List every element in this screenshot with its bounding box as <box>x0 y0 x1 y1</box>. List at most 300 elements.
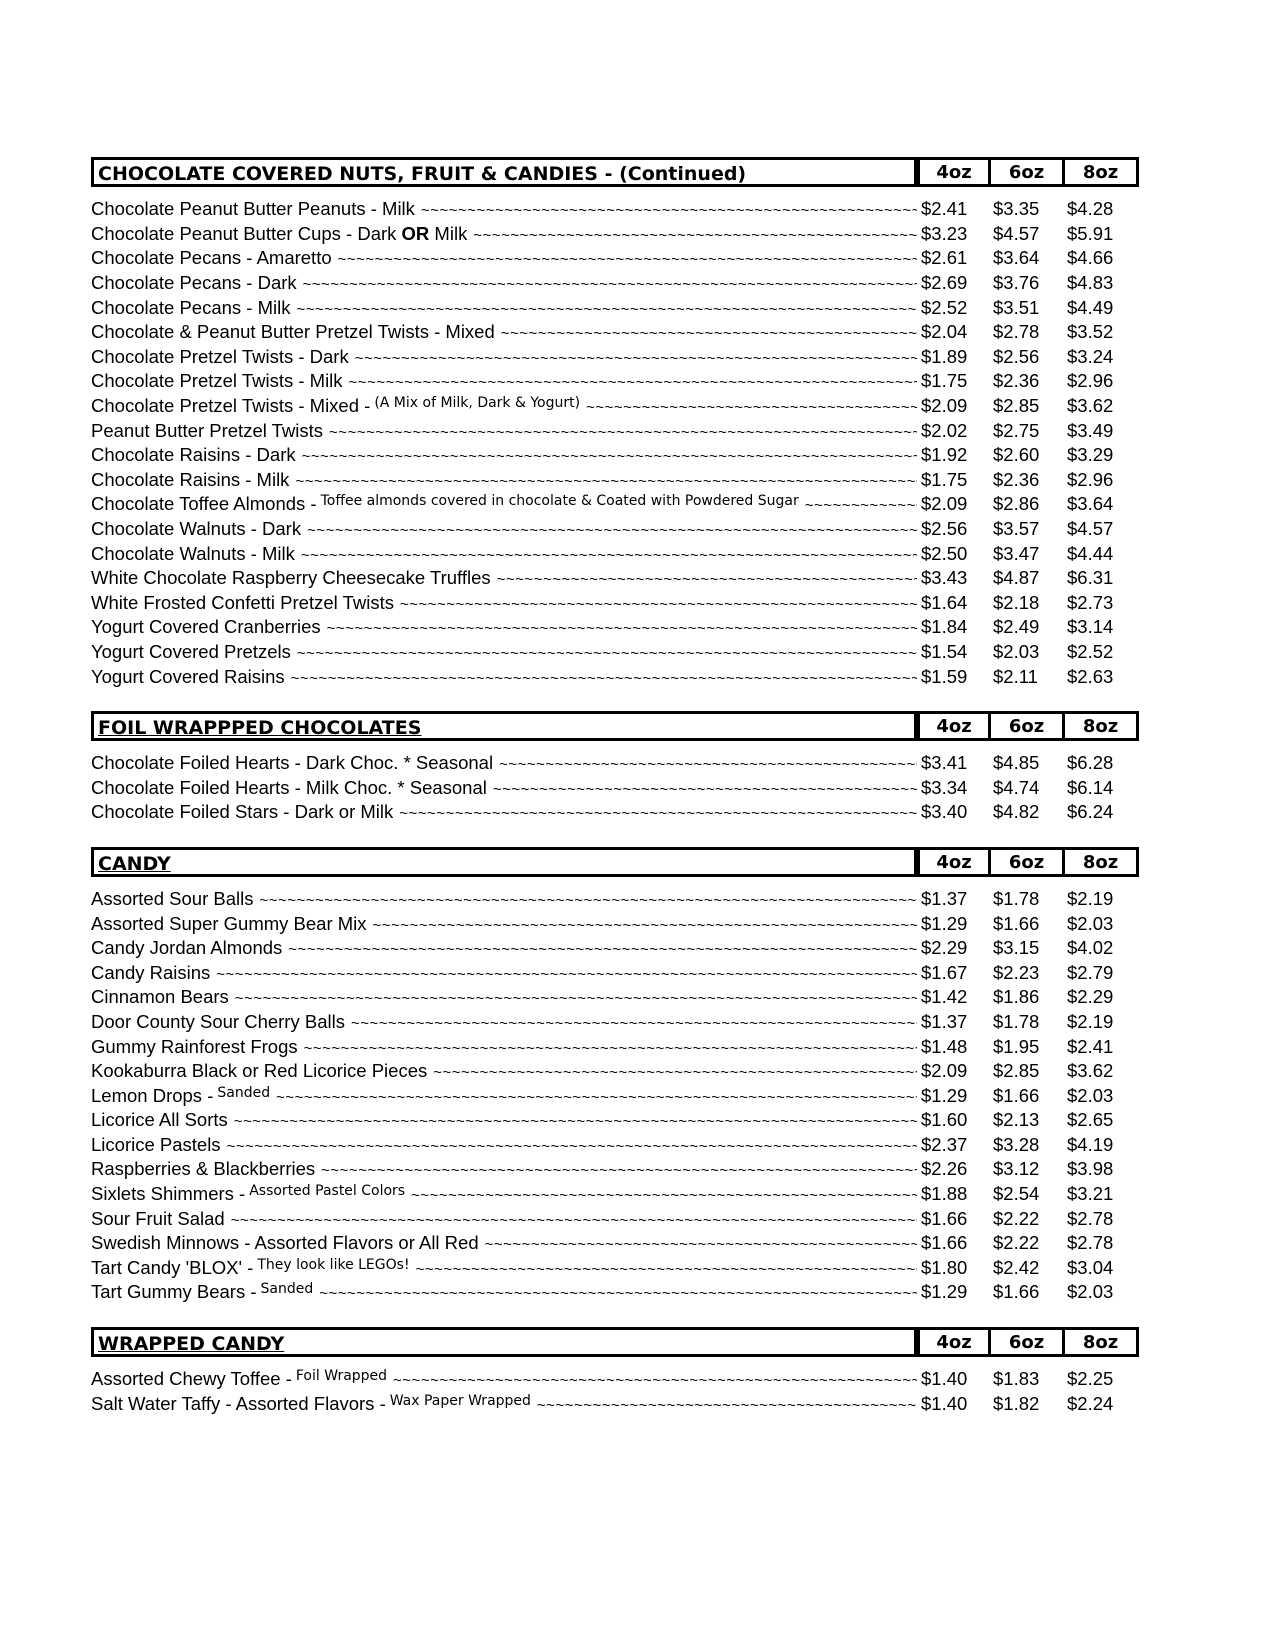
section-header <box>91 157 1191 187</box>
item-name: Chocolate & Peanut Butter Pretzel Twists - Mixed <box>91 321 495 343</box>
price-section <box>91 711 1191 825</box>
price-p4: $1.40 <box>921 1392 968 1414</box>
item-name: White Frosted Confetti Pretzel Twists <box>91 591 394 613</box>
list-item <box>91 1391 1191 1416</box>
item-description <box>91 641 917 663</box>
price-p4: $1.84 <box>921 616 968 638</box>
price-p8: $6.28 <box>1067 752 1114 774</box>
list-item <box>91 492 1191 517</box>
list-item <box>91 615 1191 640</box>
item-name: Chocolate Pecans - Dark <box>91 272 297 294</box>
item-description <box>91 493 917 515</box>
price-p8: $2.19 <box>1067 1010 1114 1032</box>
list-item <box>91 1231 1191 1256</box>
tilde-leader <box>289 469 917 491</box>
list-item <box>91 1367 1191 1392</box>
size-column-header: 8oz <box>1065 1327 1139 1357</box>
item-description <box>91 1011 917 1033</box>
price-p4: $3.40 <box>921 801 968 823</box>
price-p8: $4.83 <box>1067 272 1114 294</box>
price-p6: $3.51 <box>993 296 1040 318</box>
item-description <box>91 1085 917 1107</box>
price-p6: $1.66 <box>993 1084 1040 1106</box>
tilde-leader <box>298 1036 917 1058</box>
tilde-leader <box>323 420 917 442</box>
price-p6: $4.85 <box>993 752 1040 774</box>
list-item <box>91 640 1191 665</box>
price-p6: $3.57 <box>993 518 1040 540</box>
item-description <box>91 543 917 565</box>
price-p8: $3.14 <box>1067 616 1114 638</box>
list-item <box>91 1010 1191 1035</box>
list-item <box>91 197 1191 222</box>
item-name: Peanut Butter Pretzel Twists <box>91 419 324 441</box>
section-header <box>91 1327 1191 1357</box>
list-item <box>91 960 1191 985</box>
item-name: Chocolate Foiled Hearts - Dark Choc. * Seasonal <box>91 752 494 774</box>
price-p4: $1.37 <box>921 887 968 909</box>
item-description <box>91 370 917 392</box>
price-p8: $3.64 <box>1067 493 1114 515</box>
price-p6: $1.78 <box>993 887 1040 909</box>
price-p4: $2.41 <box>921 198 968 220</box>
tilde-leader <box>410 1257 917 1279</box>
list-item <box>91 911 1191 936</box>
item-name: Raspberries & Blackberries <box>91 1158 316 1180</box>
section-title-text: FOIL WRAPPPED CHOCOLATES <box>98 716 422 739</box>
tilde-leader <box>349 346 917 368</box>
item-description <box>91 518 917 540</box>
price-p4: $1.80 <box>921 1256 968 1278</box>
tilde-leader <box>393 801 917 823</box>
size-column-header: 8oz <box>1065 157 1139 187</box>
price-p8: $2.79 <box>1067 961 1114 983</box>
list-item <box>91 345 1191 370</box>
price-p6: $2.11 <box>993 665 1038 687</box>
price-p4: $3.41 <box>921 752 968 774</box>
item-description <box>91 777 917 799</box>
tilde-leader <box>290 297 917 319</box>
item-name: Chocolate Pecans - Amaretto <box>91 247 332 269</box>
price-p8: $2.03 <box>1067 912 1114 934</box>
item-name: Tart Candy 'BLOX' - <box>91 1256 254 1278</box>
price-p8: $3.49 <box>1067 419 1114 441</box>
tilde-leader <box>253 888 917 910</box>
item-description <box>91 1109 917 1131</box>
item-name: Tart Gummy Bears - <box>91 1281 257 1303</box>
list-item <box>91 295 1191 320</box>
section-title <box>91 711 917 741</box>
tilde-leader <box>301 518 917 540</box>
size-column-header: 6oz <box>991 711 1065 741</box>
item-note: Foil Wrapped <box>295 1368 388 1385</box>
price-p8: $2.03 <box>1067 1084 1114 1106</box>
price-p4: $1.59 <box>921 665 968 687</box>
price-p6: $2.13 <box>993 1109 1040 1131</box>
price-p4: $1.67 <box>921 961 968 983</box>
price-p4: $1.66 <box>921 1232 968 1254</box>
price-p8: $4.19 <box>1067 1133 1114 1155</box>
item-description <box>91 888 917 910</box>
tilde-leader <box>270 1085 917 1107</box>
price-p4: $1.75 <box>921 468 968 490</box>
list-item <box>91 887 1191 912</box>
item-name: Chocolate Foiled Stars - Dark or Milk <box>91 801 394 823</box>
price-p6: $1.86 <box>993 986 1040 1008</box>
list-item <box>91 541 1191 566</box>
item-name: Chocolate Pretzel Twists - Milk <box>91 370 343 392</box>
list-item <box>91 751 1191 776</box>
tilde-leader <box>297 272 917 294</box>
price-p6: $3.35 <box>993 198 1040 220</box>
section-title <box>91 157 917 187</box>
price-p8: $3.62 <box>1067 1060 1114 1082</box>
price-p8: $2.65 <box>1067 1109 1114 1131</box>
item-name: Candy Raisins <box>91 961 211 983</box>
price-p6: $2.23 <box>993 961 1040 983</box>
item-name: Chocolate Raisins - Dark <box>91 444 296 466</box>
price-section <box>91 1327 1191 1416</box>
list-item <box>91 1133 1191 1158</box>
item-name: Sixlets Shimmers - <box>91 1183 246 1205</box>
price-p4: $2.26 <box>921 1158 968 1180</box>
price-p6: $1.78 <box>993 1010 1040 1032</box>
list-item <box>91 1108 1191 1133</box>
tilde-leader <box>291 641 917 663</box>
tilde-leader <box>491 567 917 589</box>
tilde-leader <box>487 777 917 799</box>
item-description <box>91 937 917 959</box>
size-column-header: 4oz <box>917 1327 991 1357</box>
section-header <box>91 711 1191 741</box>
tilde-leader <box>387 1368 917 1390</box>
item-name: White Chocolate Raspberry Cheesecake Truffles <box>91 567 491 589</box>
price-p4: $1.75 <box>921 370 968 392</box>
tilde-leader <box>229 986 917 1008</box>
price-p4: $2.37 <box>921 1133 968 1155</box>
tilde-leader <box>221 1134 917 1156</box>
item-name: Licorice All Sorts <box>91 1109 228 1131</box>
tilde-leader <box>228 1109 917 1131</box>
item-list <box>91 1367 1191 1416</box>
price-p6: $1.95 <box>993 1035 1040 1057</box>
item-description <box>91 1232 917 1254</box>
list-item <box>91 320 1191 345</box>
item-description <box>91 444 917 466</box>
list-item <box>91 369 1191 394</box>
price-p8: $4.28 <box>1067 198 1114 220</box>
price-p8: $6.14 <box>1067 776 1114 798</box>
price-p8: $2.96 <box>1067 370 1114 392</box>
price-p6: $2.75 <box>993 419 1040 441</box>
tilde-leader <box>799 493 917 515</box>
item-description <box>91 1158 917 1180</box>
tilde-leader <box>531 1393 917 1415</box>
list-item <box>91 1059 1191 1084</box>
size-column-header: 8oz <box>1065 847 1139 877</box>
size-column-header: 4oz <box>917 711 991 741</box>
tilde-leader <box>580 395 917 417</box>
price-p6: $1.83 <box>993 1368 1040 1390</box>
price-p6: $1.66 <box>993 912 1040 934</box>
price-p6: $1.82 <box>993 1392 1040 1414</box>
price-p6: $2.22 <box>993 1232 1040 1254</box>
item-description <box>91 321 917 343</box>
item-name: Yogurt Covered Pretzels <box>91 640 291 662</box>
item-list <box>91 751 1191 825</box>
price-p4: $1.92 <box>921 444 968 466</box>
item-note: Sanded <box>260 1281 314 1298</box>
item-description <box>91 272 917 294</box>
price-p6: $2.60 <box>993 444 1040 466</box>
tilde-leader <box>345 1011 917 1033</box>
item-description <box>91 616 917 638</box>
price-p8: $3.24 <box>1067 345 1114 367</box>
list-item <box>91 1157 1191 1182</box>
list-item <box>91 394 1191 419</box>
tilde-leader <box>210 962 917 984</box>
price-p8: $3.62 <box>1067 395 1114 417</box>
item-note: (A Mix of Milk, Dark & Yogurt) <box>374 395 581 412</box>
item-name: Yogurt Covered Raisins <box>91 665 285 687</box>
list-item <box>91 246 1191 271</box>
price-p4: $1.54 <box>921 640 968 662</box>
list-item <box>91 800 1191 825</box>
price-p8: $6.24 <box>1067 801 1114 823</box>
item-name: Candy Jordan Almonds <box>91 937 283 959</box>
tilde-leader <box>332 247 917 269</box>
item-name: Chocolate Pretzel Twists - Dark <box>91 345 349 367</box>
item-name: Kookaburra Black or Red Licorice Pieces <box>91 1060 428 1082</box>
item-description <box>91 962 917 984</box>
item-description <box>91 1183 917 1205</box>
item-name: Chocolate Peanut Butter Peanuts - Milk <box>91 198 415 220</box>
price-p8: $2.03 <box>1067 1281 1114 1303</box>
item-description <box>91 567 917 589</box>
item-description <box>91 913 917 935</box>
price-p6: $4.74 <box>993 776 1040 798</box>
price-p6: $3.64 <box>993 247 1040 269</box>
item-description <box>91 1060 917 1082</box>
price-p4: $2.09 <box>921 493 968 515</box>
price-p4: $1.29 <box>921 1084 968 1106</box>
tilde-leader <box>285 666 917 688</box>
list-item <box>91 985 1191 1010</box>
list-item <box>91 591 1191 616</box>
price-p4: $2.50 <box>921 542 968 564</box>
item-description <box>91 592 917 614</box>
price-p6: $4.82 <box>993 801 1040 823</box>
item-description <box>91 346 917 368</box>
price-p4: $3.34 <box>921 776 968 798</box>
price-p8: $4.44 <box>1067 542 1114 564</box>
price-p6: $3.15 <box>993 937 1040 959</box>
item-description <box>91 986 917 1008</box>
list-item <box>91 1034 1191 1059</box>
price-p6: $2.86 <box>993 493 1040 515</box>
size-column-header: 6oz <box>991 157 1065 187</box>
item-note: They look like LEGOs! <box>257 1256 410 1273</box>
item-name: Yogurt Covered Cranberries <box>91 616 321 638</box>
price-p8: $2.25 <box>1067 1368 1114 1390</box>
price-p8: $2.52 <box>1067 640 1114 662</box>
tilde-leader <box>282 937 917 959</box>
price-p8: $2.73 <box>1067 591 1114 613</box>
price-p4: $1.89 <box>921 345 968 367</box>
price-p4: $2.09 <box>921 1060 968 1082</box>
item-note: Wax Paper Wrapped <box>389 1392 531 1409</box>
price-p8: $2.24 <box>1067 1392 1114 1414</box>
price-p6: $2.18 <box>993 591 1040 613</box>
tilde-leader <box>394 592 917 614</box>
price-p8: $2.19 <box>1067 887 1114 909</box>
list-item <box>91 1083 1191 1108</box>
price-p6: $1.66 <box>993 1281 1040 1303</box>
price-p6: $2.42 <box>993 1256 1040 1278</box>
tilde-leader <box>479 1232 917 1254</box>
price-p6: $2.85 <box>993 1060 1040 1082</box>
price-p6: $2.49 <box>993 616 1040 638</box>
list-item <box>91 1280 1191 1305</box>
item-name: Swedish Minnows - Assorted Flavors or All Red <box>91 1232 479 1254</box>
item-name: Assorted Chewy Toffee - <box>91 1368 292 1390</box>
price-p4: $1.40 <box>921 1368 968 1390</box>
item-name: Gummy Rainforest Frogs <box>91 1035 298 1057</box>
item-list <box>91 887 1191 1305</box>
list-item <box>91 1256 1191 1281</box>
item-description <box>91 395 917 417</box>
price-p4: $2.61 <box>921 247 968 269</box>
price-p8: $3.52 <box>1067 321 1114 343</box>
item-name: Chocolate Raisins - Milk <box>91 468 290 490</box>
list-item <box>91 443 1191 468</box>
item-description <box>91 1134 917 1156</box>
item-name: Licorice Pastels <box>91 1133 221 1155</box>
price-p8: $3.04 <box>1067 1256 1114 1278</box>
tilde-leader <box>295 543 917 565</box>
item-description <box>91 1036 917 1058</box>
price-section <box>91 847 1191 1305</box>
item-description <box>91 1208 917 1230</box>
price-p6: $2.56 <box>993 345 1040 367</box>
item-name: Chocolate Walnuts - Milk <box>91 542 295 564</box>
item-description <box>91 198 917 220</box>
price-p4: $1.42 <box>921 986 968 1008</box>
item-description <box>91 1257 917 1279</box>
item-note: Toffee almonds covered in chocolate & Coated with Powdered Sugar <box>320 493 799 510</box>
item-list <box>91 197 1191 689</box>
tilde-leader <box>427 1060 917 1082</box>
tilde-leader <box>296 444 917 466</box>
list-item <box>91 1182 1191 1207</box>
price-p6: $3.47 <box>993 542 1040 564</box>
tilde-leader <box>315 1158 917 1180</box>
list-item <box>91 517 1191 542</box>
price-p6: $4.57 <box>993 222 1040 244</box>
tilde-leader <box>405 1183 917 1205</box>
price-p6: $2.78 <box>993 321 1040 343</box>
price-p6: $2.36 <box>993 468 1040 490</box>
item-name: Chocolate Pretzel Twists - Mixed - <box>91 395 371 417</box>
item-name: Chocolate Pecans - Milk <box>91 296 291 318</box>
price-p4: $2.04 <box>921 321 968 343</box>
size-column-header: 6oz <box>991 847 1065 877</box>
list-item <box>91 775 1191 800</box>
item-description <box>91 247 917 269</box>
price-p8: $2.96 <box>1067 468 1114 490</box>
item-name: Chocolate Foiled Hearts - Milk Choc. * Seasonal <box>91 776 487 798</box>
price-p8: $2.78 <box>1067 1207 1114 1229</box>
price-p4: $3.43 <box>921 567 968 589</box>
price-p8: $4.49 <box>1067 296 1114 318</box>
price-p8: $6.31 <box>1067 567 1114 589</box>
item-name: Chocolate Peanut Butter Cups - Dark OR Milk <box>91 222 468 244</box>
item-description <box>91 666 917 688</box>
item-name: Assorted Super Gummy Bear Mix <box>91 912 367 934</box>
price-p4: $1.60 <box>921 1109 968 1131</box>
list-item <box>91 936 1191 961</box>
item-description <box>91 297 917 319</box>
tilde-leader <box>367 913 917 935</box>
item-note: Sanded <box>217 1084 271 1101</box>
price-p8: $3.98 <box>1067 1158 1114 1180</box>
price-p4: $1.64 <box>921 591 968 613</box>
price-p4: $2.52 <box>921 296 968 318</box>
tilde-leader <box>313 1281 917 1303</box>
tilde-leader <box>343 370 917 392</box>
price-p4: $1.88 <box>921 1183 968 1205</box>
price-p4: $1.29 <box>921 912 968 934</box>
item-description <box>91 469 917 491</box>
price-p6: $3.12 <box>993 1158 1040 1180</box>
item-description <box>91 420 917 442</box>
list-item <box>91 271 1191 296</box>
size-column-header: 6oz <box>991 1327 1065 1357</box>
price-p6: $2.85 <box>993 395 1040 417</box>
price-p4: $1.37 <box>921 1010 968 1032</box>
section-title <box>91 1327 917 1357</box>
section-header <box>91 847 1191 877</box>
item-description <box>91 752 917 774</box>
section-title <box>91 847 917 877</box>
section-title-text: WRAPPED CANDY <box>98 1332 285 1355</box>
price-p8: $5.91 <box>1067 222 1114 244</box>
item-note: Assorted Pastel Colors <box>249 1183 406 1200</box>
item-name: Assorted Sour Balls <box>91 887 254 909</box>
price-section <box>91 157 1191 689</box>
item-description <box>91 1368 917 1390</box>
price-p6: $3.76 <box>993 272 1040 294</box>
price-p8: $3.21 <box>1067 1183 1114 1205</box>
item-name: Chocolate Toffee Almonds - <box>91 493 317 515</box>
item-description <box>91 1281 917 1303</box>
tilde-leader <box>467 223 917 245</box>
section-title-text: CHOCOLATE COVERED NUTS, FRUIT & CANDIES - (Continued) <box>98 163 747 185</box>
item-name: Salt Water Taffy - Assorted Flavors - <box>91 1392 386 1414</box>
item-description <box>91 801 917 823</box>
price-list <box>91 157 1191 1438</box>
list-item <box>91 222 1191 247</box>
price-p4: $2.56 <box>921 518 968 540</box>
tilde-leader <box>415 198 917 220</box>
list-item <box>91 664 1191 689</box>
item-description <box>91 223 917 245</box>
list-item <box>91 1206 1191 1231</box>
tilde-leader <box>493 752 917 774</box>
list-item <box>91 566 1191 591</box>
price-p6: $3.28 <box>993 1133 1040 1155</box>
price-p4: $2.02 <box>921 419 968 441</box>
